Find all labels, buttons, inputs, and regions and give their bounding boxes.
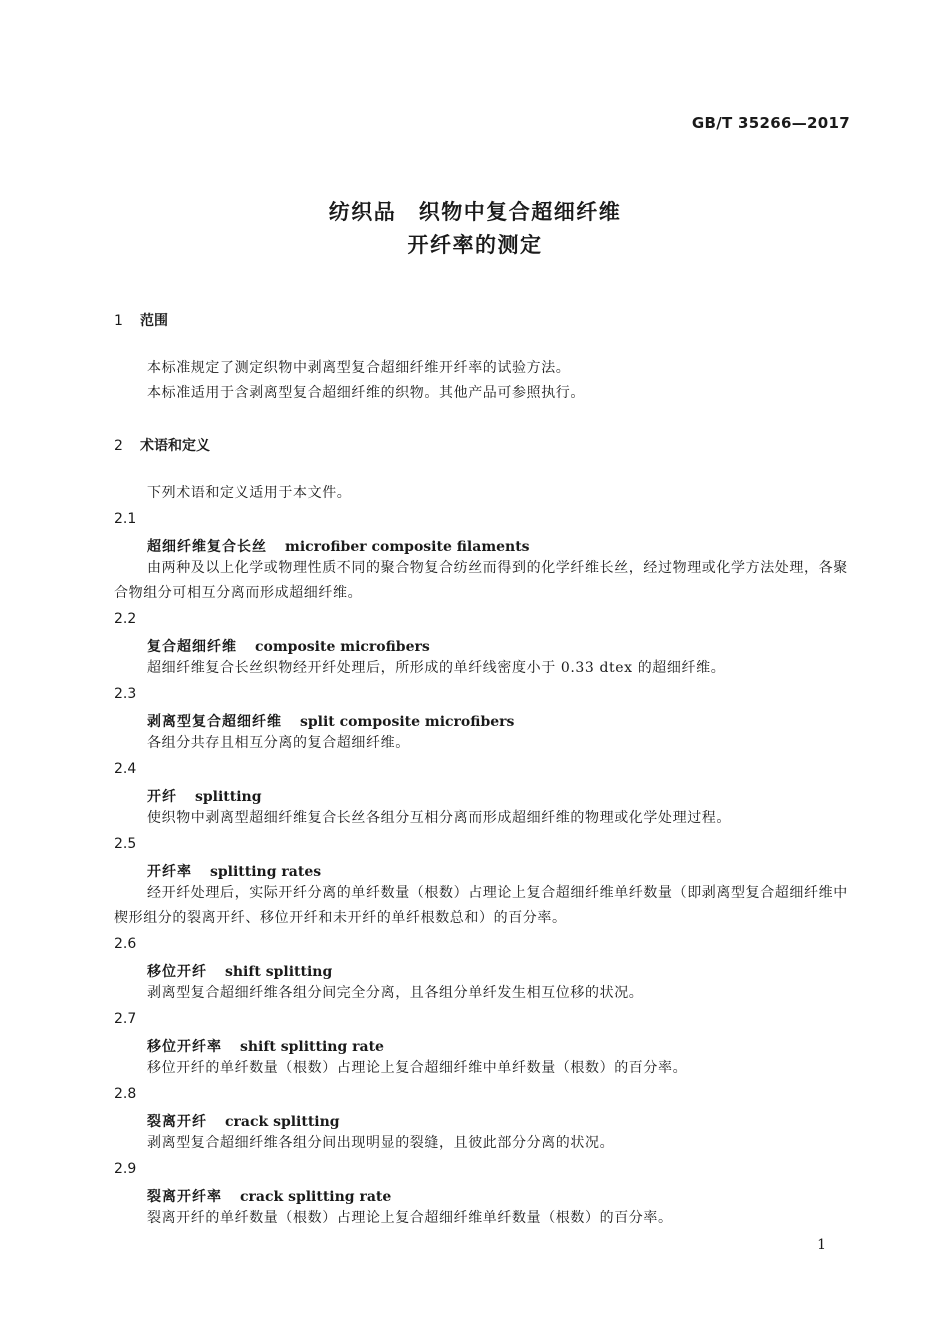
paragraph: 本标准规定了测定织物中剥离型复合超细纤维开纤率的试验方法。: [147, 360, 571, 376]
term-zh: 移位开纤: [147, 964, 207, 980]
section-number: 2: [114, 438, 123, 454]
clause-number: 2.2: [114, 611, 137, 627]
term-entry: [147, 1111, 340, 1131]
term-zh: 剥离型复合超细纤维: [147, 714, 282, 730]
term-en: crack splitting rate: [240, 1189, 392, 1205]
document-title: [0, 196, 950, 262]
term-definition: 各组分共存且相互分离的复合超细纤维。: [147, 735, 410, 751]
term-en: split composite microfibers: [300, 714, 515, 730]
clause-number: 2.8: [114, 1086, 137, 1102]
term-entry: [147, 636, 430, 656]
term-zh: 开纤: [147, 789, 177, 805]
term-en: splitting rates: [210, 864, 322, 880]
section-title: 术语和定义: [140, 438, 210, 454]
term-en: microfiber composite filaments: [285, 539, 530, 555]
term-en: crack splitting: [225, 1114, 340, 1130]
clause-number: 2.9: [114, 1161, 137, 1177]
term-definition: 裂离开纤的单纤数量（根数）占理论上复合超细纤维单纤数量（根数）的百分率。: [147, 1210, 673, 1226]
paragraph: 本标准适用于含剥离型复合超细纤维的织物。其他产品可参照执行。: [147, 385, 585, 401]
term-en: shift splitting: [225, 964, 333, 980]
clause-number: 2.5: [114, 836, 137, 852]
term-zh: 移位开纤率: [147, 1039, 222, 1055]
term-entry: [147, 861, 321, 881]
clause-number: 2.1: [114, 511, 137, 527]
section-heading-terms: [114, 435, 210, 455]
term-zh: 复合超细纤维: [147, 639, 237, 655]
section-number: 1: [114, 313, 123, 329]
term-definition: 剥离型复合超细纤维各组分间出现明显的裂缝，且彼此部分分离的状况。: [147, 1135, 615, 1151]
term-entry: [147, 536, 530, 556]
term-entry: [147, 1186, 391, 1206]
term-zh: 开纤率: [147, 864, 192, 880]
term-en: splitting: [195, 789, 262, 805]
term-definition: 使织物中剥离型超细纤维复合长丝各组分互相分离而形成超细纤维的物理或化学处理过程。: [147, 810, 731, 826]
clause-number: 2.4: [114, 761, 137, 777]
term-definition: 移位开纤的单纤数量（根数）占理论上复合超细纤维中单纤数量（根数）的百分率。: [147, 1060, 688, 1076]
term-definition: 超细纤维复合长丝织物经开纤处理后，所形成的单纤线密度小于 0.33 dtex 的超细纤维。: [147, 660, 726, 676]
clause-number: 2.3: [114, 686, 137, 702]
term-entry: [147, 786, 262, 806]
term-zh: 裂离开纤: [147, 1114, 207, 1130]
term-en: shift splitting rate: [240, 1039, 384, 1055]
clause-number: 2.6: [114, 936, 137, 952]
section-title: 范围: [140, 313, 168, 329]
section-heading-scope: [114, 310, 168, 330]
term-entry: [147, 711, 514, 731]
paragraph: 下列术语和定义适用于本文件。: [147, 485, 352, 501]
term-entry: [147, 961, 332, 981]
term-entry: [147, 1036, 384, 1056]
term-definition: 剥离型复合超细纤维各组分间完全分离，且各组分单纤发生相互位移的状况。: [147, 985, 644, 1001]
page-number: 1: [817, 1237, 826, 1253]
title-line-2: 开纤率的测定: [407, 233, 543, 257]
clause-number: 2.7: [114, 1011, 137, 1027]
term-en: composite microfibers: [255, 639, 430, 655]
standard-code: GB/T 35266—2017: [691, 114, 850, 132]
title-line-1: 纺织品 织物中复合超细纤维: [328, 200, 622, 224]
term-zh: 超细纤维复合长丝: [147, 539, 267, 555]
term-definition: 由两种及以上化学或物理性质不同的聚合物复合纺丝而得到的化学纤维长丝，经过物理或化学方法处理，各聚合物组分可相互分离而形成超细纤维。: [114, 560, 848, 601]
term-zh: 裂离开纤率: [147, 1189, 222, 1205]
term-definition: 经开纤处理后，实际开纤分离的单纤数量（根数）占理论上复合超细纤维单纤数量（即剥离型复合超细纤维中楔形组分的裂离开纤、移位开纤和未开纤的单纤根数总和）的百分率。: [114, 885, 848, 926]
